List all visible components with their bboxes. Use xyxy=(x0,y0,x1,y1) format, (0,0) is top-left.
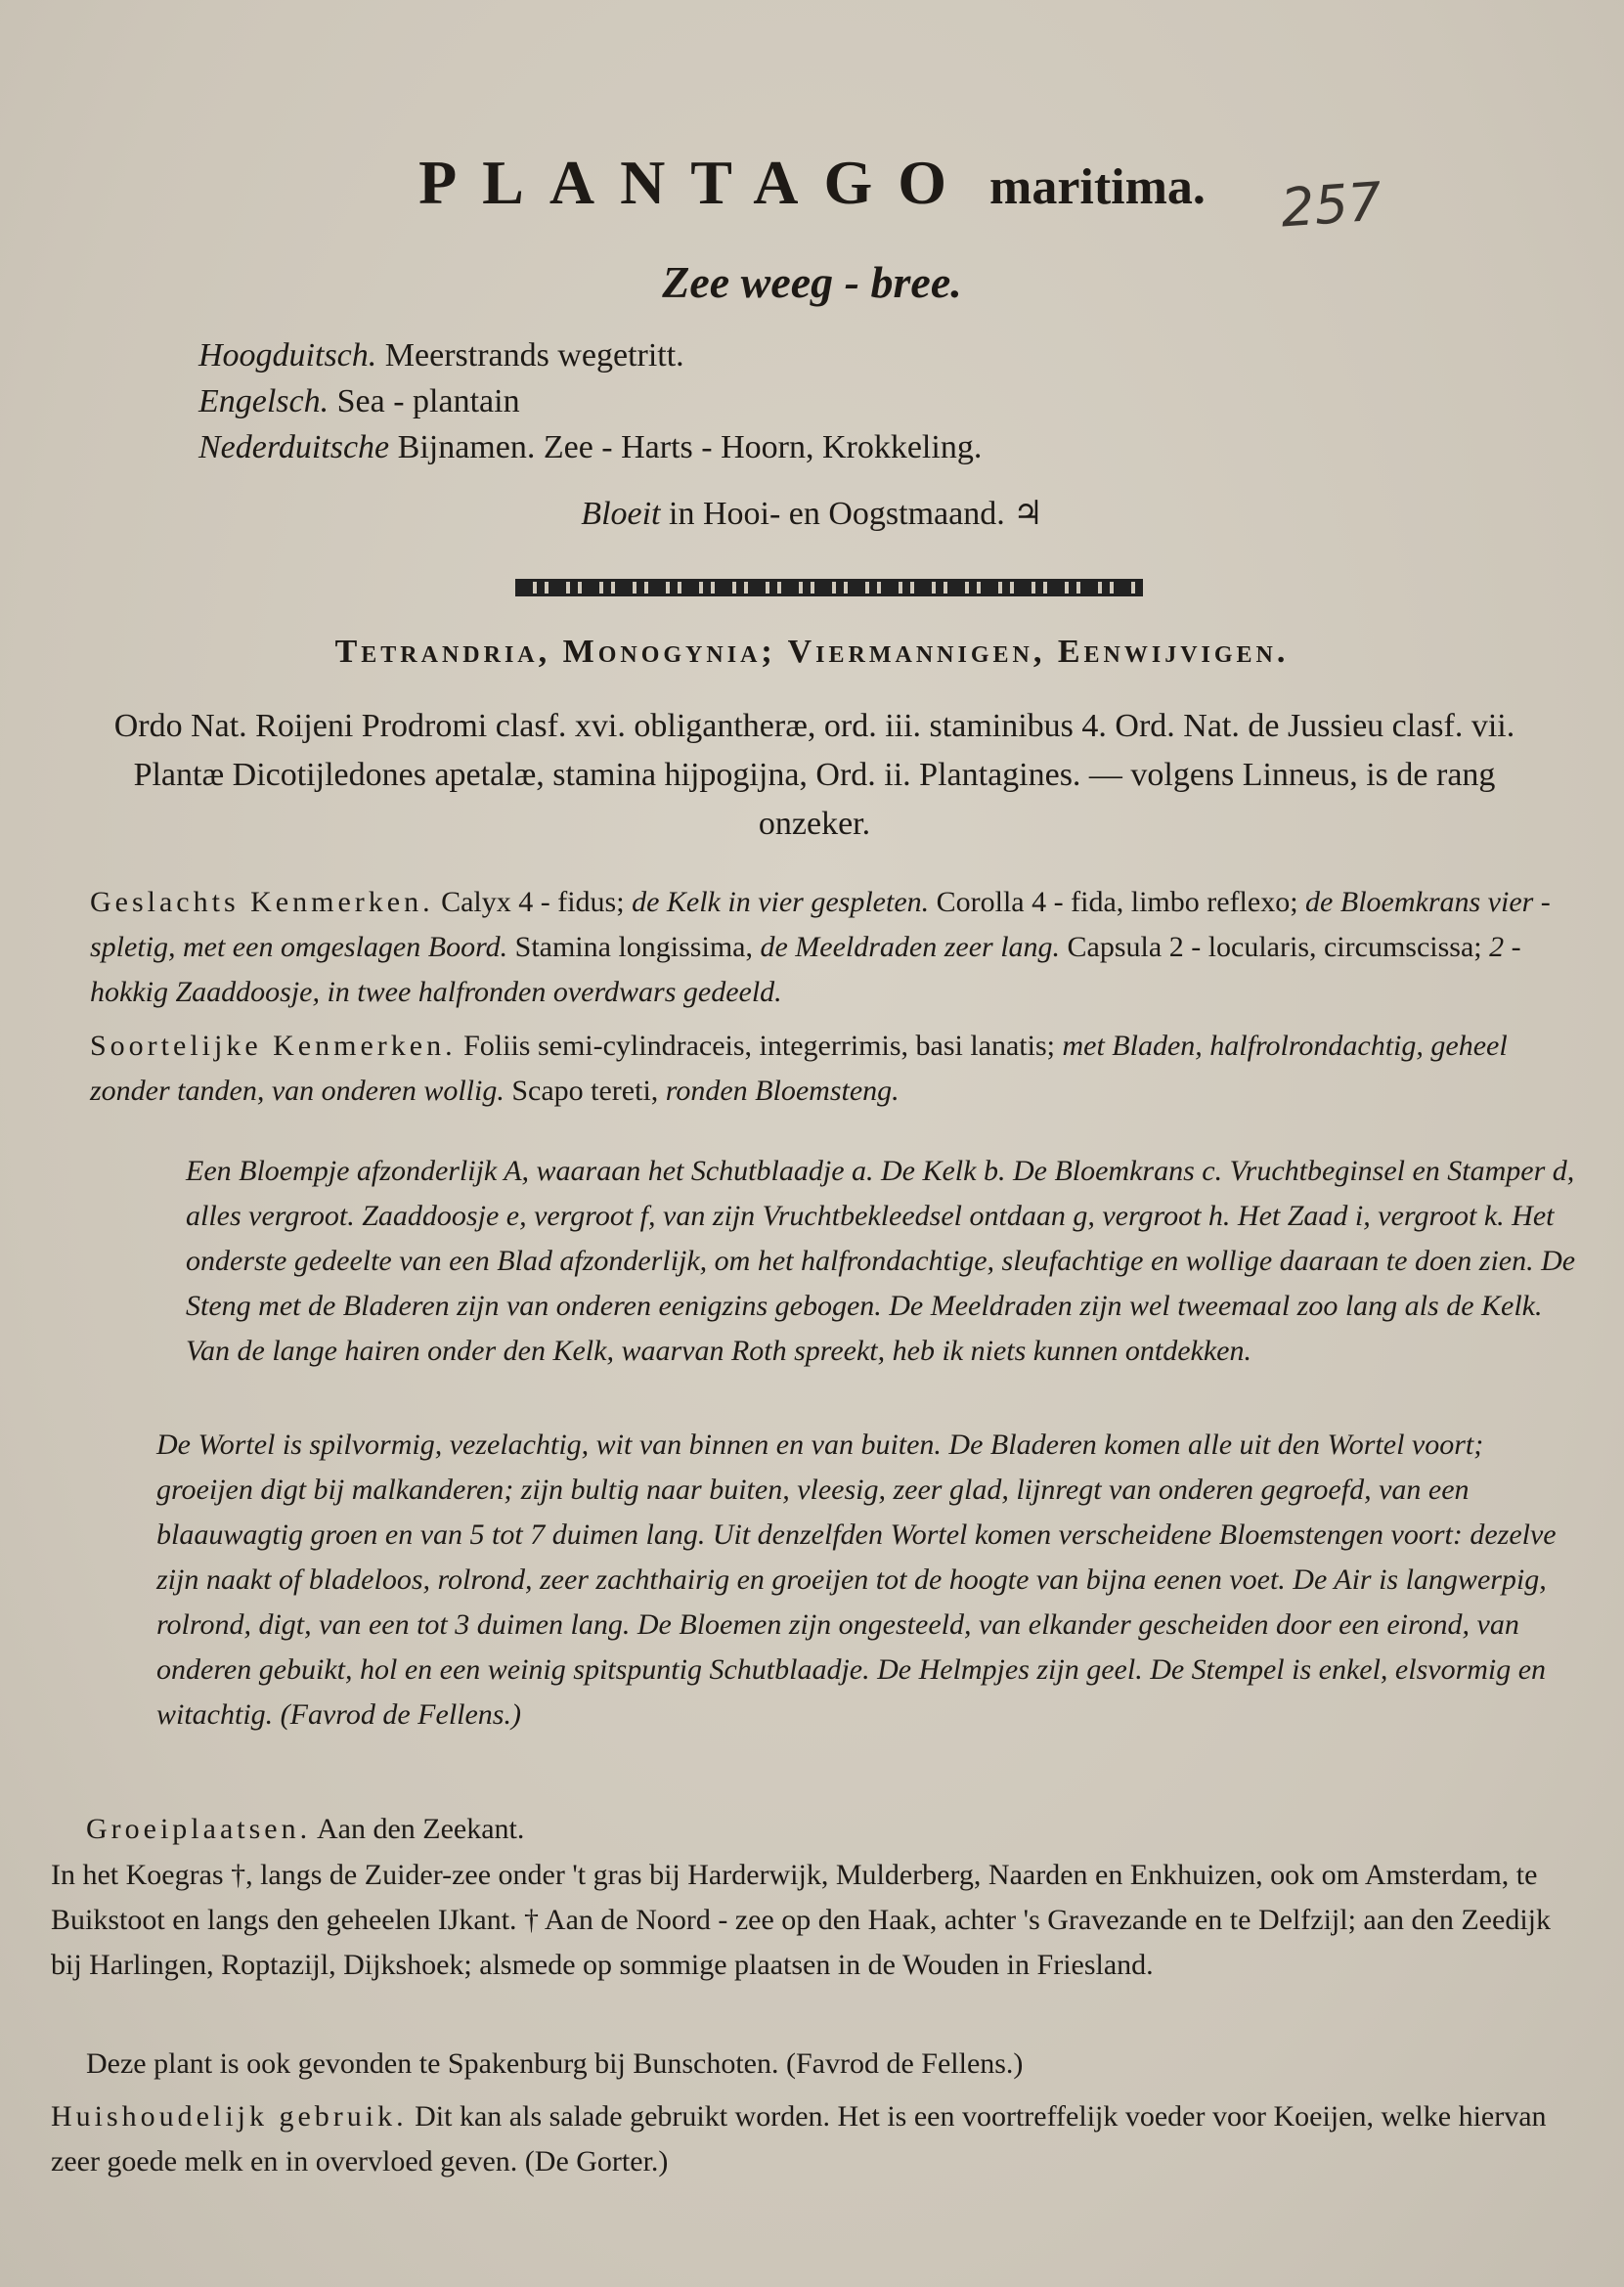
language-label: Nederduitsche xyxy=(198,429,390,465)
flowering-period xyxy=(0,494,1624,533)
dutch-text: de Bloemkrans vier - spletig, met een omgeslagen Boord. xyxy=(90,886,1551,963)
dutch-text: de Kelk in vier gespleten. xyxy=(632,886,930,918)
bloom-text: in Hooi- en Oogstmaand. ♃ xyxy=(669,496,1043,532)
habitat xyxy=(86,1807,1582,1852)
habitat-text: Aan den Zeekant. xyxy=(316,1813,525,1845)
plant-description: De Wortel is spilvormig, vezelachtig, wit van binnen en van buiten. De Bladeren komen alle uit den Wortel voort; groeijen digt bij malkanderen; zijn bultig naar buiten, vleesig, zeer glad, lijnregt van onderen gegroefd, van een blaauwagtig groen en van 5 tot 7 duimen lang. Uit denzelfden Wortel komen verscheidene Bloemstengen voort: dezelve zijn naakt of bladeloos, rolrond, zeer zachthairig en groeijen tot de hoogte van bijna eenen voet. De Air is langwerpig, rolrond, digt, van een tot 3 duimen lang. De Bloemen zijn ongesteeld, van elkander gescheiden door een eirond, van onderen gebuikt, hol en een weinig spitspuntig Schutblaadje. De Helmpjes zijn geel. De Stempel is enkel, elsvormig en witachtig. (Favrod de Fellens.) xyxy=(156,1429,1557,1731)
language-label: Hoogduitsch. xyxy=(198,337,377,374)
name-value: Sea - plantain xyxy=(336,383,520,419)
household-text: Dit kan als salade gebruikt worden. Het is een voortreffelijk voeder voor Koeijen, welke hiervan zeer goede melk en in overvloed geven. (De Gorter.) xyxy=(51,2100,1547,2177)
dutch-text: 2 - hokkig Zaaddoosje, in twee halfronden overdwars gedeeld. xyxy=(90,931,1521,1008)
natural-order-text: Ordo Nat. Roijeni Prodromi clasf. xvi. obligantheræ, ord. iii. staminibus 4. Ord. Nat. de Jussieu clasf. vii. Plantæ Dicotijledones apetalæ, stamina hijpogijna, Ord. ii. Plantagines. — volgens Linneus, is de rang onzeker. xyxy=(113,708,1515,842)
figure-description: Een Bloempje afzonderlijk A, waaraan het Schutblaadje a. De Kelk b. De Bloemkrans c. Vruchtbeginsel en Stamper d, alles vergroot. Zaaddoosje e, vergroot f, van zijn Vruchtbekleedsel ontdaan g, vergroot h. Het Zaad i, vergroot k. Het onderste gedeelte van een Blad afzonderlijk, om het halfrondachtige, sleufachtige en wollige daaraan te doen zien. De Steng met de Bladeren zijn van onderen eenigzins gebogen. De Meeldraden zijn wel tweemaal zoo lang als de Kelk. Van de lange hairen onder den Kelk, waarvan Roth spreekt, heb ik niets kunnen ontdekken. xyxy=(186,1155,1576,1367)
handwritten-page-number: 257 xyxy=(1278,170,1384,240)
additional-location: Deze plant is ook gevonden te Spakenburg bij Bunschoten. (Favrod de Fellens.) xyxy=(86,2047,1024,2080)
common-name: Zee weeg - bree. xyxy=(662,257,962,307)
dutch-text: ronden Bloemsteng. xyxy=(665,1075,900,1107)
genus-characteristics xyxy=(90,880,1586,1015)
latin-text: Capsula 2 - locularis, circumscissa; xyxy=(1067,931,1482,963)
ornamental-divider xyxy=(515,579,1143,596)
name-value: Bijnamen. Zee - Harts - Hoorn, Krokkeling. xyxy=(397,429,983,465)
section-label: Geslachts Kenmerken. xyxy=(90,886,434,918)
dutch-text: met Bladen, halfrolrondachtig, geheel zonder tanden, van onderen wollig. xyxy=(90,1030,1508,1107)
household-use xyxy=(51,2094,1586,2184)
latin-text: Corolla 4 - fida, limbo reflexo; xyxy=(936,886,1298,918)
language-label: Engelsch. xyxy=(198,383,329,419)
latin-text: Stamina longissima, xyxy=(514,931,753,963)
name-line xyxy=(198,424,982,470)
bloom-verb: Bloeit xyxy=(581,496,661,532)
dutch-text: de Meeldraden zeer lang. xyxy=(760,931,1061,963)
vernacular-names xyxy=(198,332,982,470)
species-name: maritima. xyxy=(989,159,1206,215)
latin-text: Calyx 4 - fidus; xyxy=(441,886,625,918)
name-line xyxy=(198,332,982,378)
name-value: Meerstrands wegetritt. xyxy=(384,337,684,374)
name-line xyxy=(198,378,982,424)
latin-text: Scapo tereti, xyxy=(511,1075,659,1107)
genus-name: PLANTAGO xyxy=(418,148,972,217)
linnaean-classification: Tetrandria, Monogynia; Viermannigen, Eenwijvigen. xyxy=(334,634,1290,670)
locations-text: In het Koegras †, langs de Zuider-zee onder 't gras bij Harderwijk, Mulderberg, Naarden en Enkhuizen, ook om Amsterdam, te Buikstoot en langs den geheelen IJkant. † Aan de Noord - zee op den Haak, achter 's Gravezande en te Delfzijl; aan den Zeedijk bij Harlingen, Roptazijl, Dijkshoek; alsmede op sommige plaatsen in de Wouden in Friesland. xyxy=(51,1859,1551,1981)
species-characteristics xyxy=(90,1024,1586,1114)
section-label: Huishoudelijk gebruik. xyxy=(51,2100,408,2133)
section-label: Groeiplaatsen. xyxy=(86,1813,312,1845)
latin-text: Foliis semi-cylindraceis, integerrimis, basi lanatis; xyxy=(463,1030,1055,1062)
section-label: Soortelijke Kenmerken. xyxy=(90,1030,457,1062)
